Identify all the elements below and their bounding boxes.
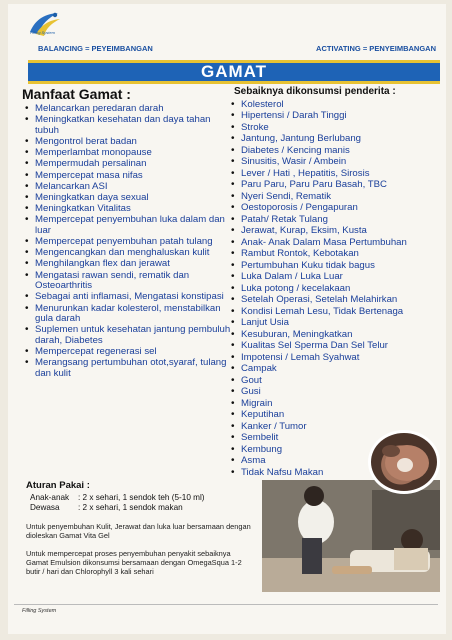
condition-item: • Jerawat, Kurap, Eksim, Kusta xyxy=(228,226,438,237)
header-right-label: ACTIVATING = PENYEIMBANGAN xyxy=(316,44,436,53)
dose-who: Dewasa xyxy=(30,503,60,512)
dose-amount: : 2 x sehari, 1 sendok makan xyxy=(78,503,183,512)
benefit-item: • Suplemen untuk kesehatan jantung pembuluh darah, Diabetes xyxy=(22,325,232,346)
condition-item: • Lanjut Usia xyxy=(228,318,438,329)
treatment-photo xyxy=(262,480,440,592)
benefit-item: • Mengatasi rawan sendi, rematik dan Osteoarthritis xyxy=(22,271,232,292)
dose-row-children xyxy=(26,493,256,503)
benefits-list xyxy=(22,104,232,380)
skin-usage-note: Untuk penyembuhan Kulit, Jerawat dan luka luar bersamaan dengan dioleskan Gamat Vita Gel xyxy=(26,522,251,540)
condition-item: • Impotensi / Lemah Syahwat xyxy=(228,353,438,364)
benefit-item: • Mempermudah persalinan xyxy=(22,159,232,170)
benefit-item: • Mengontrol berat badan xyxy=(22,137,232,148)
condition-item: • Paru Paru, Paru Paru Basah, TBC xyxy=(228,180,438,191)
condition-item: • Oestoporosis / Pengapuran xyxy=(228,203,438,214)
benefit-item: • Merangsang pertumbuhan otot,syaraf, tulang dan kulit xyxy=(22,358,232,379)
benefit-item: • Mempercepat regenerasi sel xyxy=(22,347,232,358)
wound-closeup-photo xyxy=(368,430,440,494)
condition-item: • Kondisi Lemah Lesu, Tidak Bertenaga xyxy=(228,307,438,318)
benefit-item: • Melancarkan peredaran darah xyxy=(22,104,232,115)
condition-item: • Luka potong / kecelakaan xyxy=(228,284,438,295)
condition-item: • Kanker / Tumor xyxy=(228,422,438,433)
benefit-item: • Menurunkan kadar kolesterol, menstabilkan gula darah xyxy=(22,304,232,325)
condition-item: • Gout xyxy=(228,376,438,387)
condition-item: • Keputihan xyxy=(228,410,438,421)
dose-amount: : 2 x sehari, 1 sendok teh (5-10 ml) xyxy=(78,493,205,502)
condition-item: • Tidak Nafsu Makan xyxy=(228,468,438,479)
dose-row-adults xyxy=(26,503,256,513)
condition-item: • Setelah Operasi, Setelah Melahirkan xyxy=(228,295,438,306)
condition-item: • Hipertensi / Darah Tinggi xyxy=(228,111,438,122)
condition-item: • Rambut Rontok, Kebotakan xyxy=(228,249,438,260)
footer-divider xyxy=(14,604,438,605)
combination-note: Untuk mempercepat proses penyembuhan penyakit sebaiknya Gamat Emulsion dikonsumsi bersamaan dengan OmegaSqua 1-2 butir / hari dan Chlorophyll 3 kali sehari xyxy=(26,549,242,576)
benefit-item: • Meningkatkan kesehatan dan daya tahan tubuh xyxy=(22,115,232,136)
benefit-item: • Menghilangkan flex dan jerawat xyxy=(22,259,232,270)
condition-item: • Kolesterol xyxy=(228,100,438,111)
condition-item: • Migrain xyxy=(228,399,438,410)
condition-item: • Patah/ Retak Tulang xyxy=(228,215,438,226)
condition-item: • Kesuburan, Meningkatkan xyxy=(228,330,438,341)
benefit-item: • Mempercepat penyembuhan patah tulang xyxy=(22,237,232,248)
condition-item: • Gusi xyxy=(228,387,438,398)
condition-item: • Lever / Hati , Hepatitis, Sirosis xyxy=(228,169,438,180)
condition-item: • Pertumbuhan Kuku tidak bagus xyxy=(228,261,438,272)
treatment-photo-illustration xyxy=(262,480,440,592)
benefit-item: • Mengencangkan dan menghaluskan kulit xyxy=(22,248,232,259)
condition-item: • Sinusitis, Wasir / Ambein xyxy=(228,157,438,168)
dosage-section xyxy=(26,480,256,576)
dosage-title: Aturan Pakai : xyxy=(26,480,90,491)
footer-text: Filling System xyxy=(22,608,57,614)
benefit-item: • Meningkatkan Vitalitas xyxy=(22,204,232,215)
benefit-item: • Memperlambat monopause xyxy=(22,148,232,159)
benefit-item: • Mempercepat penyembuhan luka dalam dan luar xyxy=(22,215,232,236)
benefits-heading: Manfaat Gamat : xyxy=(22,86,131,102)
condition-item: • Kembung xyxy=(228,445,438,456)
benefit-item: • Mempercepat masa nifas xyxy=(22,171,232,182)
brand-logo xyxy=(24,10,62,40)
condition-item: • Kualitas Sel Sperma Dan Sel Telur xyxy=(228,341,438,352)
benefit-item: • Meningkatkan daya sexual xyxy=(22,193,232,204)
condition-item: • Asma xyxy=(228,456,438,467)
wound-closeup-illustration xyxy=(371,433,437,491)
condition-item: • Diabetes / Kencing manis xyxy=(228,146,438,157)
benefit-item: • Sebagai anti inflamasi, Mengatasi konstipasi xyxy=(22,292,232,303)
benefit-item: • Melancarkan ASI xyxy=(22,182,232,193)
page-title: GAMAT xyxy=(200,62,268,81)
title-banner xyxy=(28,60,440,84)
consumers-list xyxy=(228,100,438,478)
condition-item: • Sembelit xyxy=(228,433,438,444)
header-left-label: BALANCING = PEYEIMBANGAN xyxy=(38,44,153,53)
consumers-section xyxy=(228,86,438,479)
benefits-section xyxy=(22,86,232,380)
condition-item: • Campak xyxy=(228,364,438,375)
consumers-heading: Sebaiknya dikonsumsi penderita : xyxy=(234,86,396,97)
dose-who: Anak-anak xyxy=(30,493,70,502)
logo-caption: Filling System xyxy=(30,30,55,35)
condition-item: • Jantung, Jantung Berlubang xyxy=(228,134,438,145)
condition-item: • Luka Dalam / Luka Luar xyxy=(228,272,438,283)
condition-item: • Stroke xyxy=(228,123,438,134)
condition-item: • Anak- Anak Dalam Masa Pertumbuhan xyxy=(228,238,438,249)
condition-item: • Nyeri Sendi, Rematik xyxy=(228,192,438,203)
